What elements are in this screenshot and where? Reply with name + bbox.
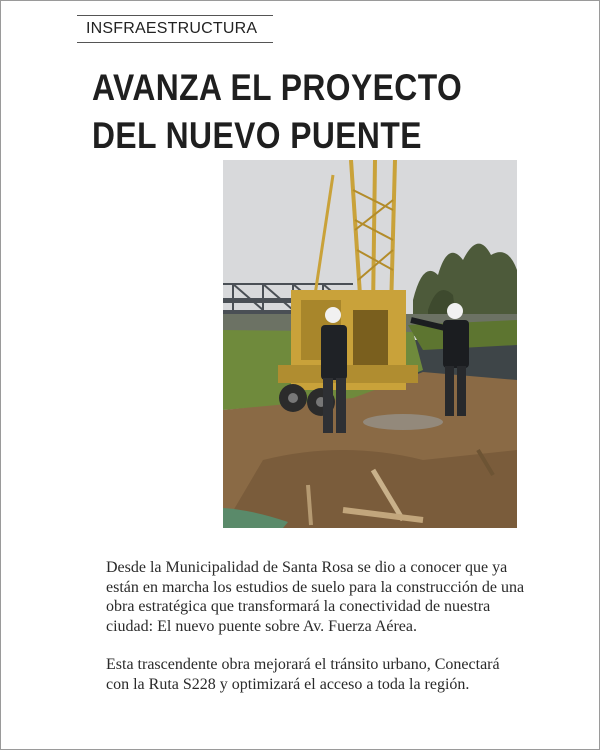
drilling-rig-photo: [223, 160, 517, 528]
headline-line-2: DEL NUEVO PUENTE: [92, 115, 422, 156]
headline: [92, 64, 496, 160]
headline-line-1: AVANZA EL PROYECTO: [92, 67, 463, 108]
body-paragraph-2: Esta trascendente obra mejorará el tránsito urbano, Conectará con la Ruta S228 y optimizará el acceso a toda la región.: [106, 656, 500, 693]
body-paragraph-1: Desde la Municipalidad de Santa Rosa se dio a conocer que ya están en marcha los estudios de suelo para la construcción de una obra estratégica que transformará la conectividad de nuestra ciudad: El nuevo puente sobre Av. Fuerza Aérea.: [106, 559, 525, 635]
article-body: [106, 558, 526, 713]
section-label: INSFRAESTRUCTURA: [77, 15, 273, 43]
article-photo: [223, 160, 517, 528]
